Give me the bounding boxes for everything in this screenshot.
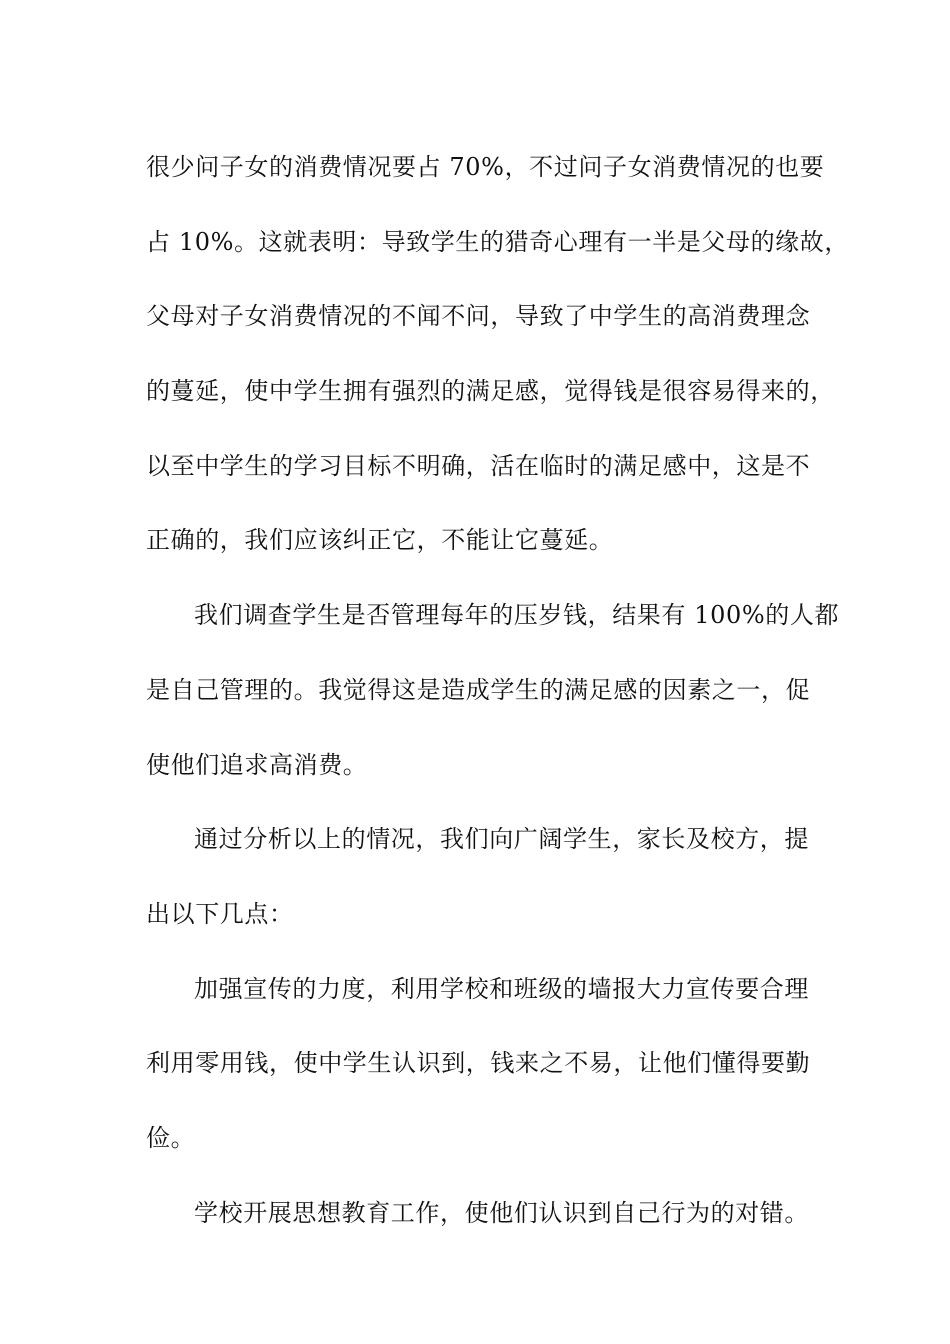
text-line: 俭。 xyxy=(146,1123,196,1152)
body-text xyxy=(146,130,849,1250)
text-line: 是自己管理的。我觉得这是造成学生的满足感的因素之一，促 xyxy=(146,675,811,704)
text-line: 使他们追求高消费。 xyxy=(146,750,368,779)
paragraph-start-line: 通过分析以上的情况，我们向广阔学生，家长及校方，提 xyxy=(194,825,809,854)
text-line: 的蔓延，使中学生拥有强烈的满足感，觉得钱是很容易得来的， xyxy=(146,377,835,406)
paragraph-start-line: 加强宣传的力度，利用学校和班级的墙报大力宣传要合理 xyxy=(194,974,809,1003)
text-line: 正确的，我们应该纠正它，不能让它蔓延。 xyxy=(146,526,614,555)
text-line: 出以下几点： xyxy=(146,899,294,928)
paragraph-start-line: 我们调查学生是否管理每年的压岁钱，结果有 100%的人都 xyxy=(194,601,840,630)
text-line: 以至中学生的学习目标不明确，活在临时的满足感中，这是不 xyxy=(146,451,811,480)
text-line: 很少问子女的消费情况要占 70%，不过问子女消费情况的也要 xyxy=(146,153,825,181)
text-line: 利用零用钱，使中学生认识到，钱来之不易，让他们懂得要勤 xyxy=(146,1049,811,1078)
text-line: 父母对子女消费情况的不闻不问，导致了中学生的高消费理念 xyxy=(146,302,811,331)
paragraph-start-line: 学校开展思想教育工作，使他们认识到自己行为的对错。 xyxy=(194,1198,809,1227)
text-line: 占 10%。这就表明：导致学生的猎奇心理有一半是父母的缘故， xyxy=(146,227,849,256)
